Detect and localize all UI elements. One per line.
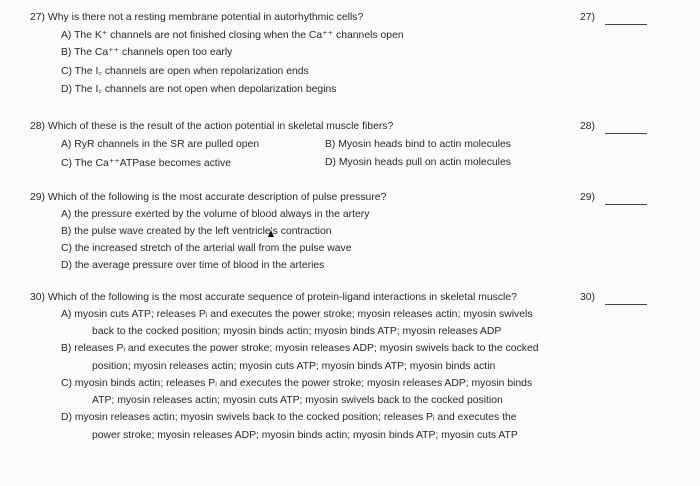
option-d: D) the average pressure over time of blood in the arteries xyxy=(61,260,325,271)
option-c-continuation: ATP; myosin releases actin; myosin cuts ATP; myosin swivels back to the cocked position xyxy=(92,395,503,406)
option-a: A) The K⁺ channels are not finished closing when the Ca⁺⁺ channels open xyxy=(61,30,404,41)
option-d: D) myosin releases actin; myosin swivels back to the cocked position; releases Pᵢ and executes the xyxy=(61,412,517,423)
question-stem: 29) Which of the following is the most accurate description of pulse pressure? xyxy=(30,192,387,203)
option-c: C) myosin binds actin; releases Pᵢ and executes the power stroke; myosin releases ADP; myosin binds xyxy=(61,378,533,389)
answer-number: 27) xyxy=(580,12,596,23)
question-stem: 28) Which of these is the result of the action potential in skeletal muscle fibers? xyxy=(30,121,394,132)
answer-blank[interactable] xyxy=(605,133,647,134)
option-b: B) Myosin heads bind to actin molecules xyxy=(325,139,511,150)
question-stem: 27) Why is there not a resting membrane potential in autorhythmic cells? xyxy=(30,12,364,23)
option-d: D) Myosin heads pull on actin molecules xyxy=(325,157,511,168)
option-b: B) the pulse wave created by the left ventricle's contraction xyxy=(61,226,332,237)
option-d-continuation: power stroke; myosin releases ADP; myosin binds actin; myosin binds ATP; myosin cuts ATP xyxy=(92,430,518,441)
option-b: B) releases Pᵢ and executes the power stroke; myosin releases ADP; myosin swivels back to the cocked xyxy=(61,343,539,354)
answer-blank[interactable] xyxy=(605,204,647,205)
option-b: B) The Ca⁺⁺ channels open too early xyxy=(61,47,233,58)
option-a: A) RyR channels in the SR are pulled open xyxy=(61,139,260,150)
option-c: C) The Ca⁺⁺ATPase becomes active xyxy=(61,158,231,169)
option-b-continuation: position; myosin releases actin; myosin cuts ATP; myosin binds ATP; myosin binds actin xyxy=(92,361,496,372)
question-stem: 30) Which of the following is the most accurate sequence of protein-ligand interactions in skeletal muscle? xyxy=(30,292,517,303)
option-a: A) myosin cuts ATP; releases Pᵢ and executes the power stroke; myosin releases actin; myosin swivels xyxy=(61,309,533,320)
option-a-continuation: back to the cocked position; myosin binds actin; myosin binds ATP; myosin releases ADP xyxy=(92,326,502,337)
answer-number: 29) xyxy=(580,192,596,203)
answer-number: 30) xyxy=(580,292,596,303)
option-c: C) the increased stretch of the arterial wall from the pulse wave xyxy=(61,243,352,254)
option-d: D) The I꜀ channels are not open when depolarization begins xyxy=(61,84,337,95)
mouse-cursor-icon xyxy=(268,230,274,237)
answer-blank[interactable] xyxy=(605,304,647,305)
option-a: A) the pressure exerted by the volume of blood always in the artery xyxy=(61,209,370,220)
answer-blank[interactable] xyxy=(605,24,647,25)
option-c: C) The I꜀ channels are open when repolarization ends xyxy=(61,66,309,77)
answer-number: 28) xyxy=(580,121,596,132)
